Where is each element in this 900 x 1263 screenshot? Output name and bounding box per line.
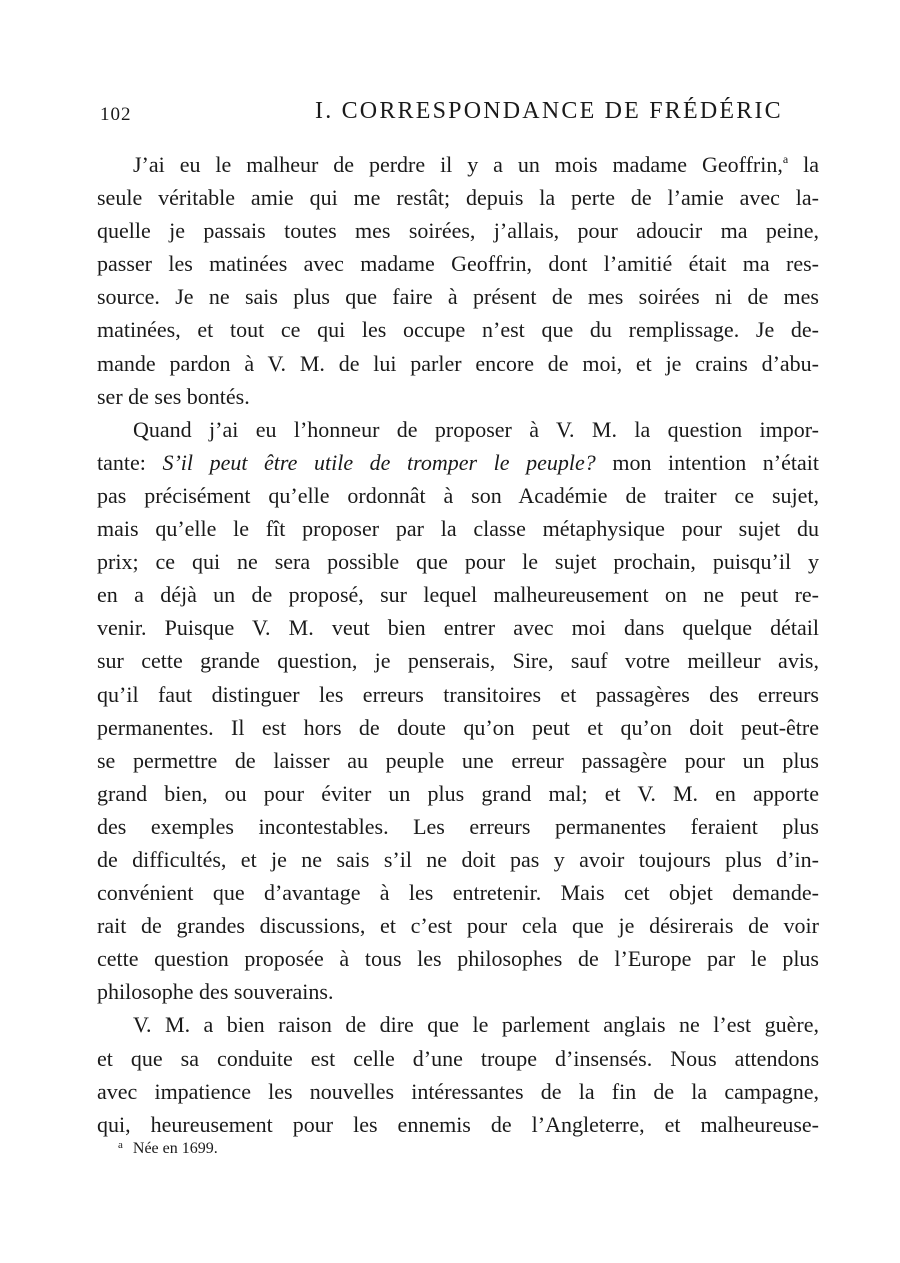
page-number: 102 bbox=[100, 104, 132, 125]
text-line: mande pardon à V. M. de lui parler encore de moi, et je crains d’abu- bbox=[97, 350, 819, 376]
text-line: matinées, et tout ce qui les occupe n’est que du remplissage. Je de- bbox=[97, 317, 819, 343]
text-line: en a déjà un de proposé, sur lequel malheureusement on ne peut re- bbox=[97, 582, 819, 608]
paragraph-3 bbox=[97, 1008, 819, 1140]
footnote-mark: a bbox=[118, 1139, 123, 1151]
text-line: seule véritable amie qui me restât; depuis la perte de l’amie avec la- bbox=[97, 185, 819, 211]
text-line: qu’il faut distinguer les erreurs transitoires et passagères des erreurs bbox=[97, 681, 819, 707]
footnote bbox=[118, 1139, 218, 1158]
paragraph-1 bbox=[97, 143, 819, 413]
text-line: Quand j’ai eu l’honneur de proposer à V. M. la question impor- bbox=[133, 416, 819, 442]
text-line: convénient que d’avantage à les entretenir. Mais cet objet demande- bbox=[97, 880, 819, 906]
text-line: V. M. a bien raison de dire que le parlement anglais ne l’est guère, bbox=[133, 1012, 819, 1038]
text-line: venir. Puisque V. M. veut bien entrer avec moi dans quelque détail bbox=[97, 615, 819, 641]
body-text bbox=[97, 143, 819, 1141]
text-line: qui, heureusement pour les ennemis de l’Angleterre, et malheureuse- bbox=[97, 1111, 819, 1137]
footnote-text: Née en 1699. bbox=[132, 1140, 218, 1157]
text-line: tante: S’il peut être utile de tromper le peuple? mon intention n’était bbox=[97, 449, 819, 475]
text-line: prix; ce qui ne sera possible que pour le sujet prochain, puisqu’il y bbox=[97, 549, 819, 575]
text-line: rait de grandes discussions, et c’est pour cela que je désirerais de voir bbox=[97, 913, 819, 939]
text-line: des exemples incontestables. Les erreurs permanentes feraient plus bbox=[97, 813, 819, 839]
text-line: mais qu’elle le fît proposer par la classe métaphysique pour sujet du bbox=[97, 516, 819, 542]
text-line: ser de ses bontés. bbox=[97, 383, 250, 409]
text-line: permanentes. Il est hors de doute qu’on peut et qu’on doit peut-être bbox=[97, 714, 819, 740]
text-line: passer les matinées avec madame Geoffrin, dont l’amitié était ma res- bbox=[97, 251, 819, 277]
text-line: sur cette grande question, je penserais, Sire, sauf votre meilleur avis, bbox=[97, 648, 819, 674]
text-line: grand bien, ou pour éviter un plus grand mal; et V. M. en apporte bbox=[97, 780, 819, 806]
text-line: de difficultés, et je ne sais s’il ne doit pas y avoir toujours plus d’in- bbox=[97, 846, 819, 872]
running-title: I. CORRESPONDANCE DE FRÉDÉRIC bbox=[315, 98, 783, 124]
text-line: et que sa conduite est celle d’une troupe d’insensés. Nous attendons bbox=[97, 1045, 819, 1071]
text-line: quelle je passais toutes mes soirées, j’allais, pour adoucir ma peine, bbox=[97, 218, 819, 244]
page-header bbox=[100, 98, 820, 130]
italic-question: S’il peut être utile de tromper le peuple? bbox=[162, 449, 596, 475]
text-line: J’ai eu le malheur de perdre il y a un mois madame Geoffrin,$^a$ la bbox=[133, 152, 820, 177]
text-line: se permettre de laisser au peuple une erreur passagère pour un plus bbox=[97, 747, 819, 773]
paragraph-2 bbox=[97, 413, 819, 1009]
text-line: cette question proposée à tous les philosophes de l’Europe par le plus bbox=[97, 946, 819, 972]
text-line: source. Je ne sais plus que faire à présent de mes soirées ni de mes bbox=[97, 284, 819, 310]
text-line: pas précisément qu’elle ordonnât à son Académie de traiter ce sujet, bbox=[97, 482, 819, 508]
footnote-marker: a bbox=[782, 152, 789, 166]
text-line: avec impatience les nouvelles intéressantes de la fin de la campagne, bbox=[97, 1078, 819, 1104]
text-line: philosophe des souverains. bbox=[97, 979, 334, 1005]
